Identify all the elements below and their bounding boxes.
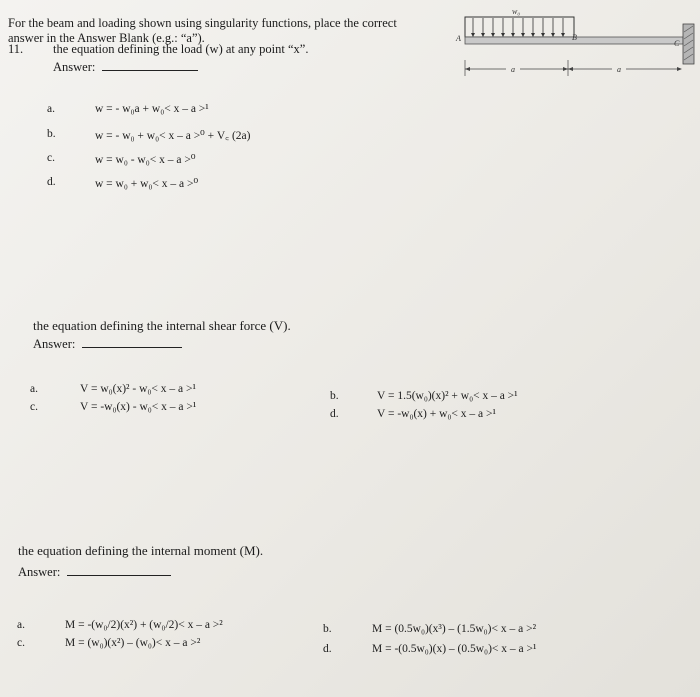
q2-option-c-letter: c.	[30, 401, 38, 413]
dimension-label-left: a	[511, 65, 515, 74]
answer-label: Answer:	[53, 60, 96, 74]
beam-figure	[448, 2, 698, 94]
answer-blank[interactable]	[102, 58, 198, 71]
answer-label: Answer:	[18, 565, 61, 579]
q2-option-a-equation: V = w₀(x)² - w₀< x – a >¹	[80, 383, 196, 395]
q1-option-a-letter: a.	[47, 103, 55, 115]
q1-option-b-letter: b.	[47, 128, 56, 140]
q2-option-b-equation: V = 1.5(w₀)(x)² + w₀< x – a >¹	[377, 390, 518, 402]
point-a-label: A	[456, 34, 461, 43]
q3-option-c-equation: M = (w₀)(x²) – (w₀)< x – a >²	[65, 637, 201, 649]
q3-option-b-equation: M = (0.5w₀)(x³) – (1.5w₀)< x – a >²	[372, 623, 537, 635]
q1-option-d-letter: d.	[47, 176, 56, 188]
question-2-text: the equation defining the internal shear force (V).	[33, 318, 291, 333]
answer-blank[interactable]	[82, 335, 182, 348]
q3-option-c-letter: c.	[17, 637, 25, 649]
point-b-label: B	[572, 33, 577, 42]
point-c-label: C	[674, 39, 680, 48]
q1-option-b-equation: w = - w₀ + w₀< x – a >⁰ + V꜀ (2a)	[95, 130, 251, 142]
q2-option-a-letter: a.	[30, 383, 38, 395]
answer-label: Answer:	[33, 337, 76, 351]
distributed-load-region	[465, 17, 574, 37]
q1-option-a-equation: w = - w₀a + w₀< x – a >¹	[95, 103, 209, 115]
question-2-answer	[33, 335, 182, 352]
q3-option-b-letter: b.	[323, 623, 332, 635]
q1-option-c-equation: w = w₀ - w₀< x – a >⁰	[95, 154, 196, 166]
q2-option-c-equation: V = -w₀(x) - w₀< x – a >¹	[80, 401, 197, 413]
load-arrowheads	[471, 33, 565, 37]
load-arrows	[473, 18, 563, 36]
q2-option-b-letter: b.	[330, 390, 339, 402]
q3-option-a-equation: M = -(w₀/2)(x²) + (w₀/2)< x – a >²	[65, 619, 223, 631]
answer-blank[interactable]	[67, 563, 171, 576]
question-3-text: the equation defining the internal moment (M).	[18, 543, 264, 558]
q2-option-d-letter: d.	[330, 408, 339, 420]
instructions-line-2: answer in the Answer Blank (e.g.: “a”).	[8, 31, 205, 45]
instructions-line-1: For the beam and loading shown using singularity functions, place the correct	[8, 16, 397, 30]
q3-option-d-letter: d.	[323, 643, 332, 655]
fixed-support	[683, 24, 694, 64]
dimension-label-right: a	[617, 65, 621, 74]
q2-option-d-equation: V = -w₀(x) + w₀< x – a >¹	[377, 408, 496, 420]
q3-option-a-letter: a.	[17, 619, 25, 631]
q3-option-d-equation: M = -(0.5w₀)(x) – (0.5w₀)< x – a >¹	[372, 643, 537, 655]
q1-option-c-letter: c.	[47, 152, 55, 164]
question-1-text: the equation defining the load (w) at any point “x”.	[53, 42, 309, 56]
q1-option-d-equation: w = w₀ + w₀< x – a >⁰	[95, 178, 199, 190]
question-1-answer	[53, 58, 198, 75]
question-1-number: 11.	[8, 42, 24, 56]
question-3-answer	[18, 563, 171, 580]
load-label: w₀	[512, 7, 521, 16]
